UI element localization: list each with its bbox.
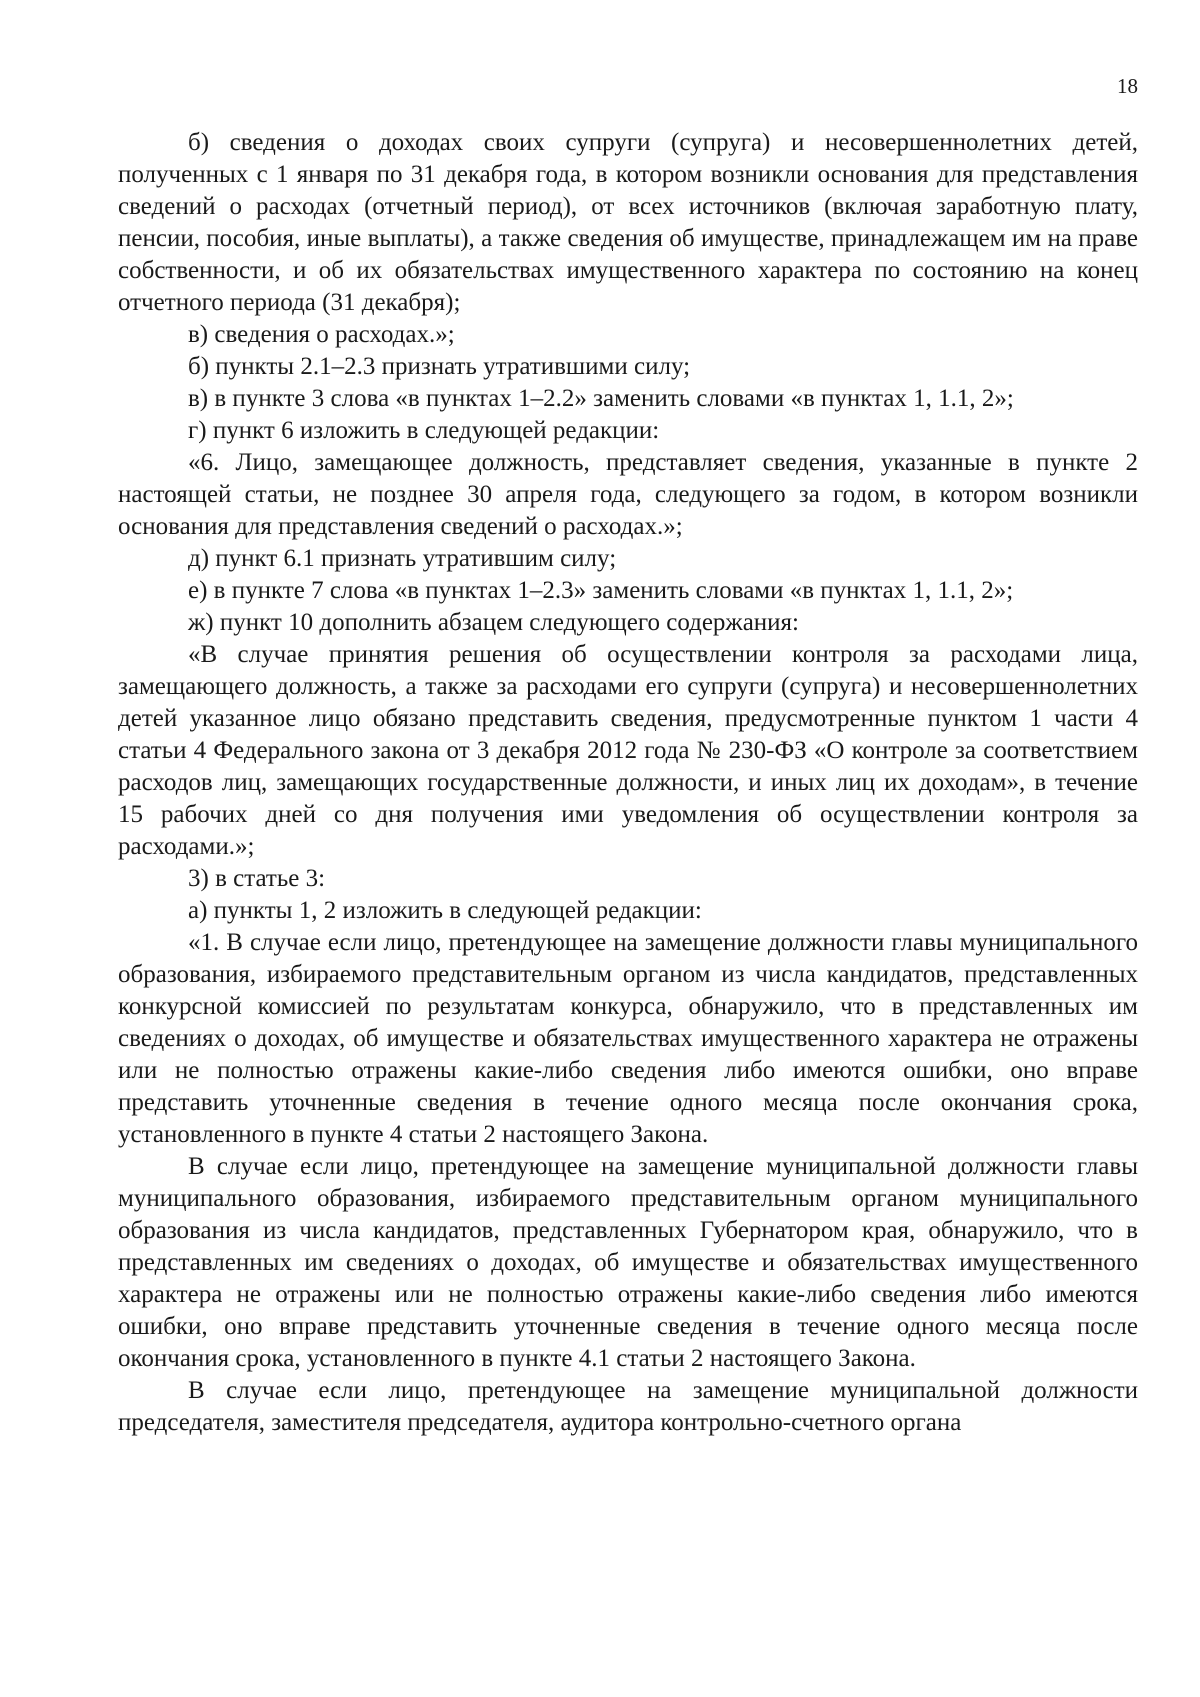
paragraph: в) в пункте 3 слова «в пунктах 1–2.2» заменить словами «в пунктах 1, 1.1, 2»;	[188, 385, 1014, 412]
paragraph: ж) пункт 10 дополнить абзацем следующего содержания:	[188, 609, 799, 636]
page-number: 18	[1117, 74, 1138, 98]
paragraph: В случае если лицо, претендующее на замещение муниципальной должности председателя, заместителя председателя, аудитора контрольно-счетного органа	[118, 1377, 1138, 1436]
paragraph: «В случае принятия решения об осуществлении контроля за расходами лица, замещающего должность, а также за расходами его супруги (супруга) и несовершеннолетних детей указанное лицо обязано представить сведения, предусмотренные пунктом 1 части 4 статьи 4 Федерального закона от 3 декабря 2012 года № 230-ФЗ «О контроле за соответствием расходов лиц, замещающих государственные должности, и иных лиц их доходам», в течение 15 рабочих дней со дня получения ими уведомления об осуществлении контроля за расходами.»;	[118, 641, 1138, 860]
paragraph: 3) в статье 3:	[188, 865, 326, 892]
paragraph: г) пункт 6 изложить в следующей редакции:	[188, 417, 660, 444]
paragraph: а) пункты 1, 2 изложить в следующей редакции:	[188, 897, 702, 924]
document-body	[118, 127, 1138, 1439]
paragraph: «1. В случае если лицо, претендующее на замещение должности главы муниципального образования, избираемого представительным органом из числа кандидатов, представленных конкурсной комиссией по результатам конкурса, обнаружило, что в представленных им сведениях о доходах, об имуществе и обязательствах имущественного характера не отражены или не полностью отражены какие-либо сведения либо имеются ошибки, оно вправе представить уточненные сведения в течение одного месяца после окончания срока, установленного в пункте 4 статьи 2 настоящего Закона.	[118, 929, 1138, 1148]
paragraph: б) пункты 2.1–2.3 признать утратившими силу;	[188, 353, 691, 380]
paragraph: в) сведения о расходах.»;	[188, 321, 455, 348]
paragraph: В случае если лицо, претендующее на замещение муниципальной должности главы муниципального образования, избираемого представительным органом муниципального образования из числа кандидатов, представленных Губернатором края, обнаружило, что в представленных им сведениях о доходах, об имуществе и обязательствах имущественного характера не отражены или не полностью отражены какие-либо сведения либо имеются ошибки, оно вправе представить уточненные сведения в течение одного месяца после окончания срока, установленного в пункте 4.1 статьи 2 настоящего Закона.	[118, 1153, 1138, 1372]
paragraph: д) пункт 6.1 признать утратившим силу;	[188, 545, 617, 572]
paragraph: «6. Лицо, замещающее должность, представляет сведения, указанные в пункте 2 настоящей статьи, не позднее 30 апреля года, следующего за годом, в котором возникли основания для представления сведений о расходах.»;	[118, 449, 1138, 540]
paragraph: б) сведения о доходах своих супруги (супруга) и несовершеннолетних детей, полученных с 1 января по 31 декабря года, в котором возникли основания для представления сведений о расходах (отчетный период), от всех источников (включая заработную плату, пенсии, пособия, иные выплаты), а также сведения об имуществе, принадлежащем им на праве собственности, и об их обязательствах имущественного характера по состоянию на конец отчетного периода (31 декабря);	[118, 129, 1138, 316]
paragraph: е) в пункте 7 слова «в пунктах 1–2.3» заменить словами «в пунктах 1, 1.1, 2»;	[188, 577, 1014, 604]
